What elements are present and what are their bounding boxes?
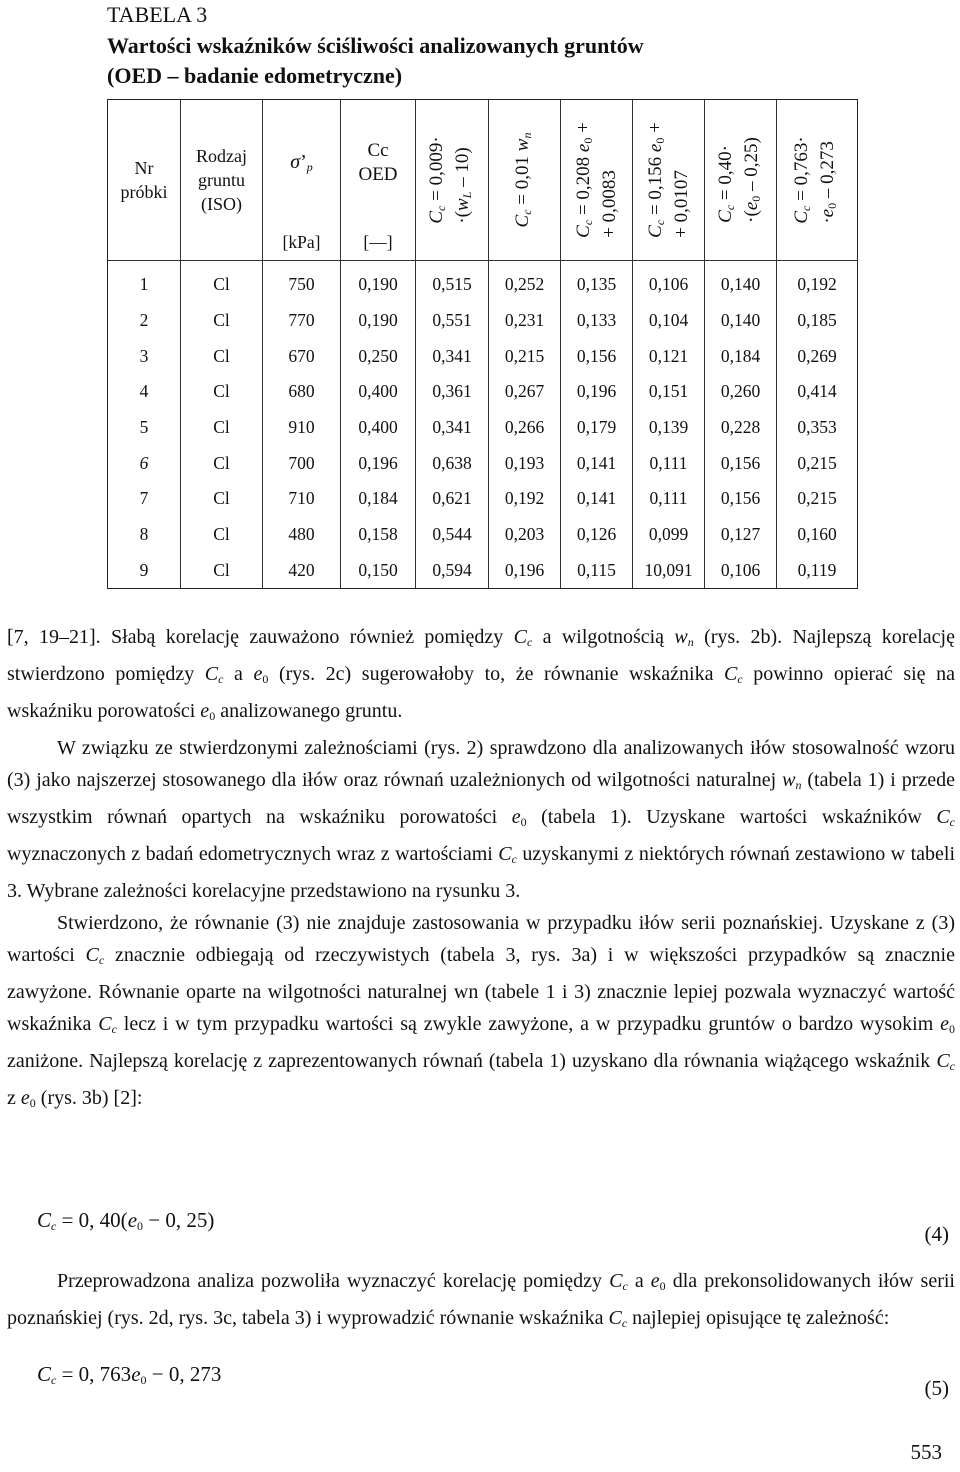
header-f4: $C_c = 0,156$ $e_0$ + + 0,0107: [633, 100, 705, 261]
table-cell: 910: [263, 410, 341, 446]
table-cell: 5: [108, 410, 181, 446]
body-text-2: [7, 1265, 955, 1339]
table-cell: 10,091: [633, 553, 705, 589]
table-cell: 480: [263, 517, 341, 553]
table-cell: 0,192: [777, 261, 858, 303]
table-cell: 0,266: [489, 410, 561, 446]
table-cell: Cl: [181, 445, 263, 481]
table-title: [107, 31, 927, 91]
table-cell: 9: [108, 553, 181, 589]
table-cell: 0,196: [341, 445, 416, 481]
table-cell: 0,111: [633, 481, 705, 517]
table-cell: 4: [108, 374, 181, 410]
table-cell: 0,400: [341, 374, 416, 410]
table-cell: 0,250: [341, 338, 416, 374]
header-cc-unit: [—]: [341, 226, 416, 261]
table-row: [108, 410, 858, 446]
table-body: [108, 261, 858, 589]
table-cell: 0,111: [633, 445, 705, 481]
table-cell: 0,127: [705, 517, 777, 553]
table-title-line-2: (OED – badanie edometryczne): [107, 63, 403, 88]
table-cell: 0,126: [561, 517, 633, 553]
table-cell: 710: [263, 481, 341, 517]
table-row: [108, 338, 858, 374]
table-cell: 6: [108, 445, 181, 481]
header-f2: $C_c = 0,01$ $w_n$: [489, 100, 561, 261]
table-cell: 0,353: [777, 410, 858, 446]
table-cell: 0,190: [341, 261, 416, 303]
table-cell: Cl: [181, 410, 263, 446]
equation-4-number: (4): [924, 1222, 949, 1246]
table-cell: 0,140: [705, 261, 777, 303]
table-cell: 0,361: [416, 374, 489, 410]
table-cell: 0,156: [705, 445, 777, 481]
table-cell: 420: [263, 553, 341, 589]
table-cell: 0,104: [633, 303, 705, 339]
table-cell: 680: [263, 374, 341, 410]
table-cell: 750: [263, 261, 341, 303]
table-cell: 0,151: [633, 374, 705, 410]
table-cell: 0,158: [341, 517, 416, 553]
table-cell: 7: [108, 481, 181, 517]
data-table: [107, 99, 858, 589]
table-cell: 0,551: [416, 303, 489, 339]
header-sigma: $\sigma’_p$: [263, 100, 341, 226]
table-cell: 0,515: [416, 261, 489, 303]
table-row: [108, 303, 858, 339]
table-cell: 0,341: [416, 338, 489, 374]
table-cell: 0,231: [489, 303, 561, 339]
table-cell: 0,121: [633, 338, 705, 374]
equation-5-number: (5): [924, 1376, 949, 1400]
paragraph-3: Stwierdzono, że równanie (3) nie znajduje zastosowania w przypadku iłów serii poznańskiej. Uzyskane z (3) wartości $C_c$ znacznie odbiegają od rzeczywistych (tabela 3, rys. 3a) i w większości przypadków są znacznie zawyżone. Równanie oparte na wilgotności naturalnej wn (tabele 1 i 3) znacznie lepiej pozwala wyznaczyć wartość wskaźnika $C_c$ lecz i w tym przypadku wartości są zwykle zawyżone, a w przypadku gruntów o bardzo wysokim $e_0$ zaniżone. Najlepszą korelację z zaprezentowanych równań (tabela 1) uzyskano dla równania wiążącego wskaźnik $C_c$ z $e_0$ (rys. 3b) [2]:: [7, 912, 955, 1110]
table-cell: 770: [263, 303, 341, 339]
table-row: [108, 553, 858, 589]
table-cell: 0,106: [705, 553, 777, 589]
table-cell: 0,621: [416, 481, 489, 517]
table-cell: Cl: [181, 338, 263, 374]
table-cell: 0,156: [561, 338, 633, 374]
table-row: [108, 445, 858, 481]
table-cell: 0,267: [489, 374, 561, 410]
table-cell: Cl: [181, 517, 263, 553]
table-number: TABELA 3: [107, 2, 208, 27]
equation-4-body: $C_c = 0$, $40(e_0 - 0$, 25): [37, 1208, 215, 1233]
table-cell: 0,196: [561, 374, 633, 410]
header-f3: $C_c = 0,208$ $e_0$ + + 0,0083: [561, 100, 633, 261]
equation-5-body: $C_c = 0$, $763e_0 - 0$, 273: [37, 1362, 222, 1387]
table-cell: 0,141: [561, 445, 633, 481]
table-cell: 0,638: [416, 445, 489, 481]
table-cell: Cl: [181, 374, 263, 410]
table-cell: 0,179: [561, 410, 633, 446]
table-cell: 3: [108, 338, 181, 374]
body-text-1: [7, 621, 955, 1119]
header-f6: $C_c = 0,763\cdot$ $\cdot e_0 - 0,273$: [777, 100, 858, 261]
table-row: [108, 374, 858, 410]
table-cell: 0,160: [777, 517, 858, 553]
table-row: [108, 517, 858, 553]
paragraph-4: Przeprowadzona analiza pozwoliła wyznaczyć korelację pomiędzy $C_c$ a $e_0$ dla prekonsolidowanych iłów serii poznańskiej (rys. 2d, rys. 3c, tabela 3) i wyprowadzić równanie wskaźnika $C_c$ najlepiej opisujące tę zależność:: [7, 1270, 955, 1330]
table-cell: 0,594: [416, 553, 489, 589]
header-f1: $C_c = 0,009\cdot$ $\cdot(w_L - 10)$: [416, 100, 489, 261]
table-cell: 0,139: [633, 410, 705, 446]
table-row: [108, 261, 858, 303]
table-title-line-1: Wartości wskaźników ściśliwości analizowanych gruntów: [107, 33, 644, 58]
table-cell: 0,119: [777, 553, 858, 589]
paragraph-2: W związku ze stwierdzonymi zależnościami (rys. 2) sprawdzono dla analizowanych iłów stosowalność wzoru (3) jako najszerzej stosowanego dla iłów oraz równań uzależnionych od wilgotności naturalnej $w_n$ (tabela 1) i przede wszystkim równań opartych na wskaźniku porowatości $e_0$ (tabela 1). Uzyskane wartości wskaźników $C_c$ wyznaczonych z badań edometrycznych wraz z wartościami $C_c$ uzyskanymi z niektórych równań zestawiono w tabeli 3. Wybrane zależności korelacyjne przedstawiono na rysunku 3.: [7, 737, 955, 902]
table-cell: 0,215: [489, 338, 561, 374]
table-cell: 0,135: [561, 261, 633, 303]
table-cell: Cl: [181, 553, 263, 589]
table-cell: 0,414: [777, 374, 858, 410]
table-cell: 0,203: [489, 517, 561, 553]
table-cell: 0,252: [489, 261, 561, 303]
table-cell: 0,228: [705, 410, 777, 446]
table-cell: 2: [108, 303, 181, 339]
table-cell: 0,193: [489, 445, 561, 481]
table-cell: Cl: [181, 261, 263, 303]
table-cell: 0,269: [777, 338, 858, 374]
table-cell: Cl: [181, 303, 263, 339]
table-cell: 0,140: [705, 303, 777, 339]
table-cell: 0,400: [341, 410, 416, 446]
table-row: [108, 481, 858, 517]
page-number: 553: [910, 1440, 942, 1464]
table-cell: 0,106: [633, 261, 705, 303]
table-cell: 0,115: [561, 553, 633, 589]
table-cell: 0,133: [561, 303, 633, 339]
table-cell: 0,190: [341, 303, 416, 339]
table-cell: 0,544: [416, 517, 489, 553]
table-cell: 0,150: [341, 553, 416, 589]
table-cell: 0,260: [705, 374, 777, 410]
table-cell: 700: [263, 445, 341, 481]
table-cell: 0,184: [341, 481, 416, 517]
table-cell: 0,184: [705, 338, 777, 374]
table-cell: 0,099: [633, 517, 705, 553]
table-cell: 0,215: [777, 481, 858, 517]
table-cell: 8: [108, 517, 181, 553]
table-cell: 1: [108, 261, 181, 303]
header-rodzaj: Rodzaj gruntu (ISO): [181, 100, 263, 261]
table-cell: 670: [263, 338, 341, 374]
table-cell: 0,196: [489, 553, 561, 589]
header-nr: Nr próbki: [108, 100, 181, 261]
table-cell: Cl: [181, 481, 263, 517]
table-cell: 0,156: [705, 481, 777, 517]
paragraph-1: [7, 19–21]. Słabą korelację zauważono również pomiędzy $C_c$ a wilgotnością $w_n$ (rys. 2b). Najlepszą korelację stwierdzono pomiędzy $C_c$ a $e_0$ (rys. 2c) sugerowałoby to, że równanie wskaźnika $C_c$ powinno opierać się na wskaźniku porowatości $e_0$ analizowanego gruntu.: [7, 626, 955, 723]
table-cell: 0,341: [416, 410, 489, 446]
table-cell: 0,141: [561, 481, 633, 517]
table-cell: 0,192: [489, 481, 561, 517]
table-cell: 0,185: [777, 303, 858, 339]
header-sigma-unit: [kPa]: [263, 226, 341, 261]
header-f5: $C_c = 0,40\cdot$ $\cdot(e_0 - 0,25)$: [705, 100, 777, 261]
header-cc: Cc OED: [341, 100, 416, 226]
table-cell: 0,215: [777, 445, 858, 481]
